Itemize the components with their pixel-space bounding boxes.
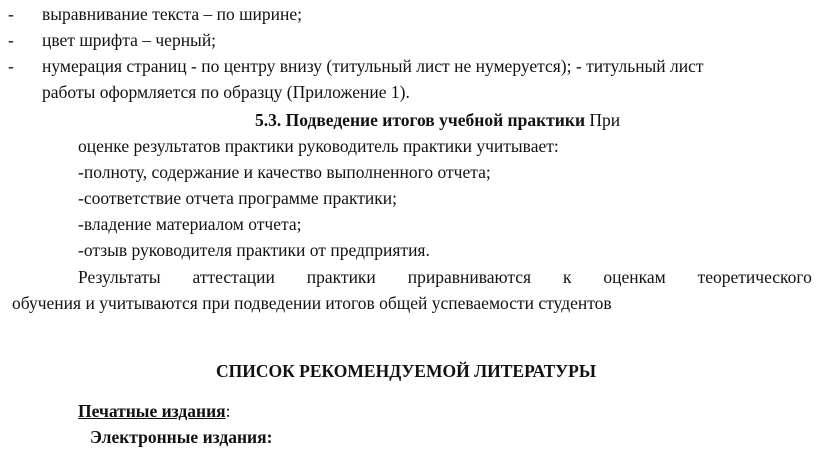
bullet-dash: - — [8, 4, 14, 24]
bullet-text: выравнивание текста – по ширине; — [42, 4, 303, 24]
printed-editions-line — [78, 399, 231, 424]
results-word: теоретического — [697, 267, 812, 287]
bullet-item-text-align — [0, 2, 816, 27]
criteria-item: -полноту, содержание и качество выполненного отчета; — [78, 162, 491, 182]
section-intro: оценке результатов практики руководитель практики учитывает: — [78, 136, 559, 156]
electronic-editions-label: Электронные издания: — [90, 427, 273, 447]
results-word: к — [562, 267, 572, 287]
bullet-item-font-color — [0, 28, 816, 53]
literature-title: СПИСОК РЕКОМЕНДУЕМОЙ ЛИТЕРАТУРЫ — [216, 361, 597, 381]
results-word: приравниваются — [407, 267, 532, 287]
section-heading-line — [255, 108, 620, 133]
bullet-text: цвет шрифта – черный; — [42, 30, 217, 50]
results-word: аттестации — [192, 267, 275, 287]
bullet-dash: - — [8, 30, 14, 50]
printed-editions-label: Печатные издания — [78, 401, 226, 421]
criteria-item: -соответствие отчета программе практики; — [78, 188, 397, 208]
section-heading: 5.3. Подведение итогов учебной практики — [255, 110, 586, 130]
bullet-continuation: работы оформляется по образцу (Приложение 1). — [42, 82, 410, 102]
criteria-item: -владение материалом отчета; — [78, 214, 302, 234]
results-paragraph-line — [78, 265, 812, 290]
results-word: оценкам — [603, 267, 666, 287]
bullet-text: нумерация страниц - по центру внизу (титульный лист не нумеруется); - титульный лист — [42, 56, 704, 76]
criteria-item: -отзыв руководителя практики от предприятия. — [78, 240, 430, 260]
section-heading-tail: При — [585, 110, 621, 130]
bullet-item-page-numbering — [0, 54, 816, 79]
printed-editions-colon: : — [225, 401, 231, 421]
results-paragraph-continuation: обучения и учитываются при подведении итогов общей успеваемости студентов — [12, 293, 612, 313]
bullet-dash: - — [8, 56, 14, 76]
results-word: практики — [306, 267, 376, 287]
results-word: Результаты — [78, 267, 161, 287]
